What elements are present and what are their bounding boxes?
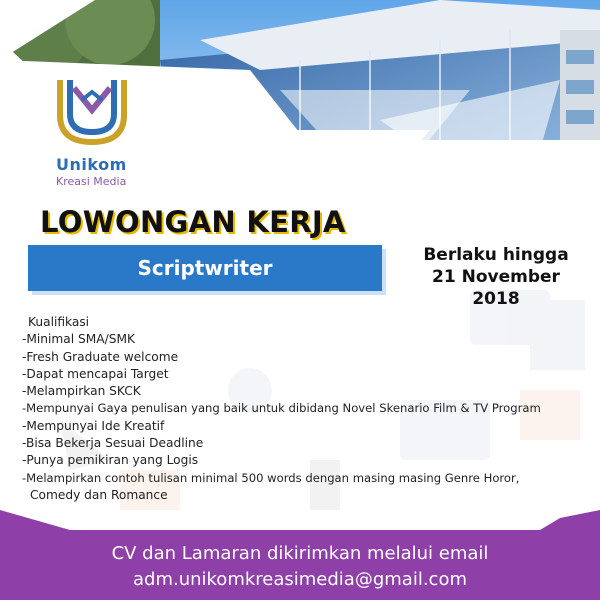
qualification-item: -Melampirkan contoh tulisan minimal 500 words dengan masing masing Genre Horor, (22, 470, 520, 485)
deadline-line-3: 2018 (472, 289, 520, 309)
deadline-note (402, 244, 590, 310)
qualification-item: -Bisa Bekerja Sesuai Deadline (22, 436, 204, 451)
brand-name: Unikom (56, 155, 127, 174)
deadline-line-2: 21 November (432, 267, 560, 287)
qualifications-title: Kualifikasi (28, 315, 90, 329)
unikom-logo (52, 70, 132, 150)
brand-subname: Kreasi Media (56, 175, 127, 188)
qualification-item: -Mempunyai Gaya penulisan yang baik untuk dibidang Novel Skenario Film & TV Program (22, 401, 541, 416)
role-bar (28, 245, 382, 291)
qualification-item: -Dapat mencapai Target (22, 366, 169, 381)
footer-line-1: CV dan Lamaran dikirimkan melalui email (111, 543, 489, 564)
qualification-item: -Punya pemikiran yang Logis (22, 453, 199, 468)
qualification-item: -Fresh Graduate welcome (22, 349, 179, 364)
deadline-line-1: Berlaku hingga (423, 245, 569, 265)
footer-contact (0, 541, 600, 593)
headline: LOWONGAN KERJA (40, 205, 346, 239)
qualification-item: -Minimal SMA/SMK (22, 332, 135, 347)
qualifications-list (22, 314, 598, 504)
role-title: Scriptwriter (137, 256, 273, 280)
footer-email[interactable]: adm.unikomkreasimedia@gmail.com (133, 569, 467, 590)
qualification-item: -Melampirkan SKCK (22, 384, 141, 399)
qualification-item-continuation: Comedy dan Romance (30, 487, 168, 502)
qualification-item: -Mempunyai Ide Kreatif (22, 418, 165, 433)
